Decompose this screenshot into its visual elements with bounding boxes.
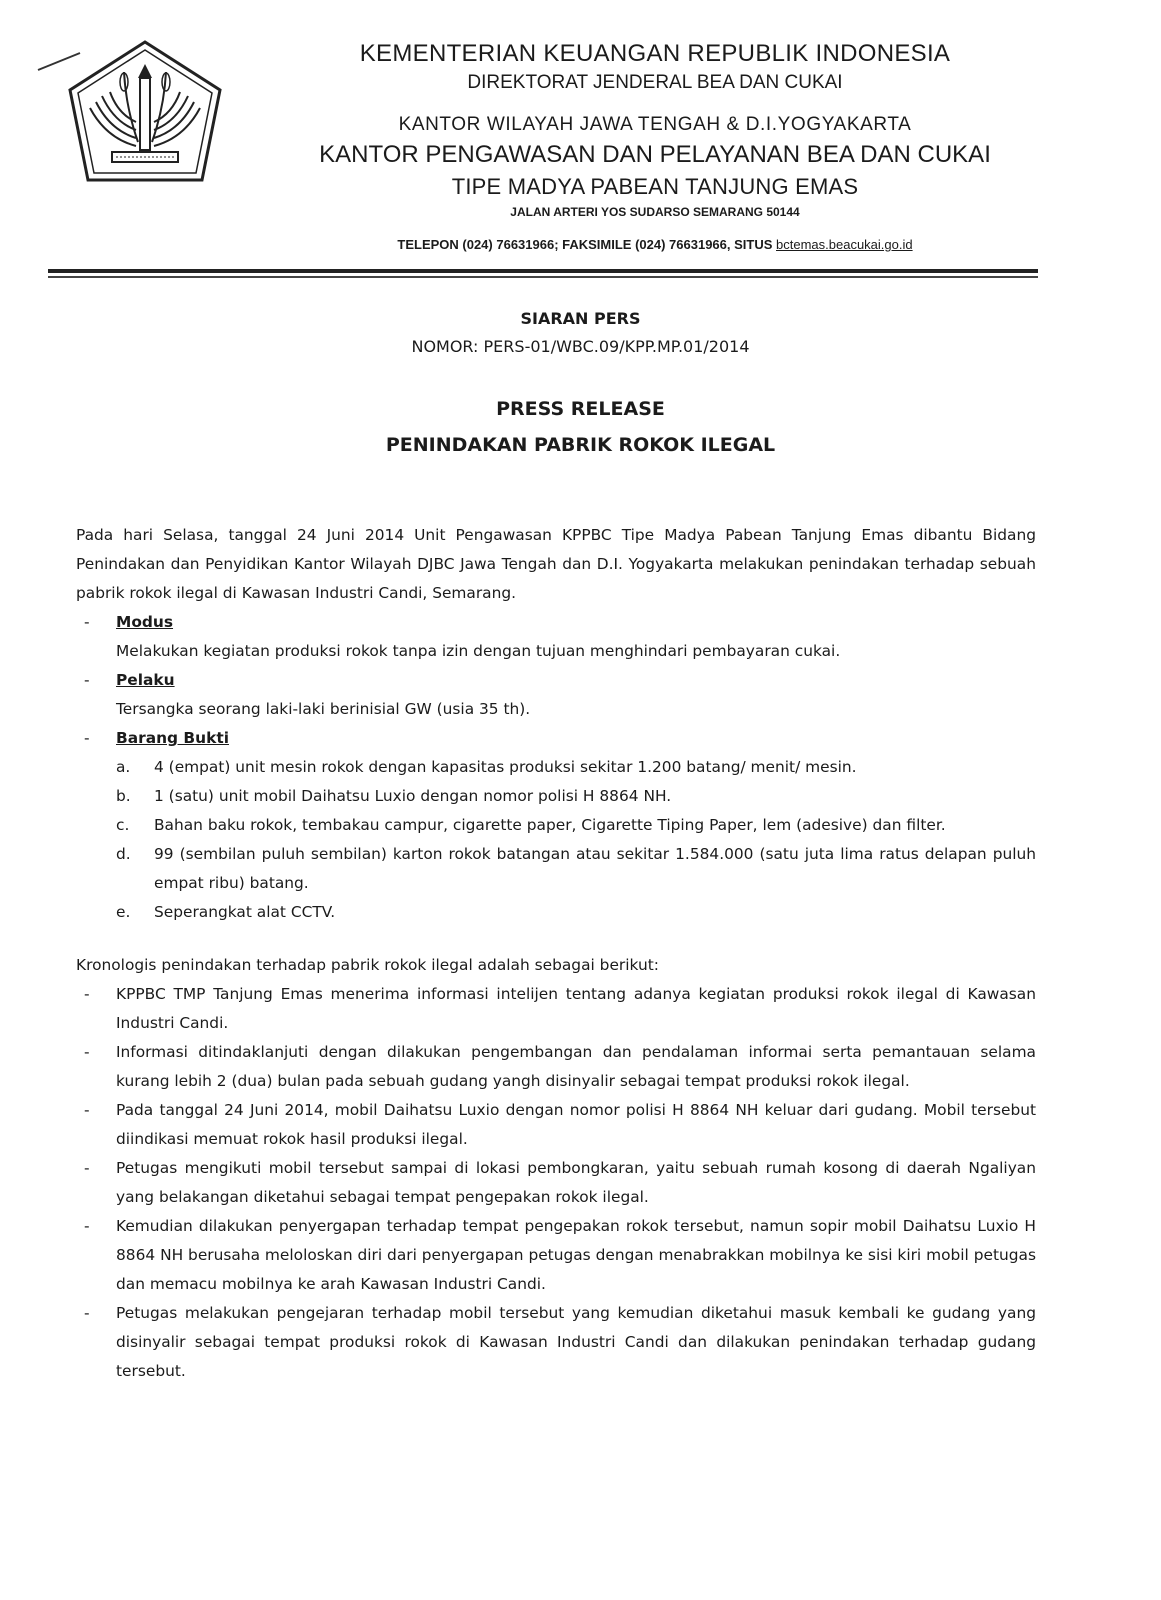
- document-number: NOMOR: PERS-01/WBC.09/KPP.MP.01/2014: [411, 337, 750, 356]
- bullet-dash: -: [84, 1043, 90, 1061]
- list-marker: c.: [116, 816, 130, 834]
- chronology-text: Pada tanggal 24 Juni 2014, mobil Daihatsu Luxio dengan nomor polisi H 8864 NH keluar dari gudang. Mobil tersebut diindikasi memuat rokok hasil produksi ilegal.: [116, 1101, 1036, 1148]
- bullet-dash: -: [84, 1304, 90, 1322]
- ministry-name: KEMENTERIAN KEUANGAN REPUBLIK INDONESIA: [359, 40, 951, 67]
- bullet-dash: -: [84, 1101, 90, 1119]
- section-title: Barang Bukti: [116, 729, 229, 747]
- website-link[interactable]: bctemas.beacukai.go.id: [776, 237, 913, 252]
- bullet-dash: -: [84, 729, 90, 747]
- evidence-text: Seperangkat alat CCTV.: [154, 903, 336, 921]
- evidence-item: [76, 811, 1036, 840]
- chronology-text: Petugas mengikuti mobil tersebut sampai di lokasi pembongkaran, yaitu sebuah rumah kosong di daerah Ngaliyan yang belakangan diketahui sebagai tempat pengepakan rokok ilegal.: [116, 1159, 1036, 1206]
- office-address: JALAN ARTERI YOS SUDARSO SEMARANG 50144: [510, 205, 800, 219]
- evidence-item: [76, 753, 1036, 782]
- chronology-item: [76, 1212, 1036, 1299]
- siaran-pers-heading: SIARAN PERS: [520, 309, 641, 328]
- chronology-item: [76, 1154, 1036, 1212]
- press-release-heading: PRESS RELEASE: [496, 398, 665, 420]
- section-text: Tersangka seorang laki-laki berinisial GW (usia 35 th).: [116, 700, 531, 718]
- evidence-item: [76, 782, 1036, 811]
- letterhead-divider-thin: [48, 276, 1038, 278]
- bullet-dash: -: [84, 613, 90, 631]
- kronologis-intro: Kronologis penindakan terhadap pabrik rokok ilegal adalah sebagai berikut:: [76, 956, 659, 974]
- document-body: [76, 521, 1036, 1386]
- evidence-text: Bahan baku rokok, tembakau campur, cigarette paper, Cigarette Tiping Paper, lem (adesive) dan filter.: [154, 816, 946, 834]
- evidence-item: [76, 898, 1036, 927]
- chronology-text: Informasi ditindaklanjuti dengan dilakukan pengembangan dan pendalaman informai serta pemantauan selama kurang lebih 2 (dua) bulan pada sebuah gudang yangh disinyalir sebagai tempat produksi rokok ilegal.: [116, 1043, 1036, 1090]
- section-modus: [76, 608, 1036, 666]
- chronology-item: [76, 1096, 1036, 1154]
- section-title: Modus: [116, 613, 174, 631]
- letterhead-divider-thick: [48, 269, 1038, 273]
- list-marker: b.: [116, 787, 131, 805]
- office-contact: [250, 237, 1060, 252]
- section-barang-bukti: [76, 724, 1036, 753]
- evidence-item: [76, 840, 1036, 898]
- evidence-text: 4 (empat) unit mesin rokok dengan kapasitas produksi sekitar 1.200 batang/ menit/ mesin.: [154, 758, 857, 776]
- regional-office-name: KANTOR WILAYAH JAWA TENGAH & D.I.YOGYAKARTA: [398, 114, 912, 135]
- chronology-text: Petugas melakukan pengejaran terhadap mobil tersebut yang kemudian diketahui masuk kembali ke gudang yang disinyalir sebagai tempat produksi rokok di Kawasan Industri Candi dan dilakukan penindakan terhadap gudang tersebut.: [116, 1304, 1036, 1380]
- intro-paragraph: Pada hari Selasa, tanggal 24 Juni 2014 Unit Pengawasan KPPBC Tipe Madya Pabean Tanjung Emas dibantu Bidang Penindakan dan Penyidikan Kantor Wilayah DJBC Jawa Tengah dan D.I. Yogyakarta melakukan penindakan terhadap sebuah pabrik rokok ilegal di Kawasan Industri Candi, Semarang.: [76, 526, 1036, 602]
- office-type: TIPE MADYA PABEAN TANJUNG EMAS: [451, 174, 859, 199]
- list-marker: d.: [116, 845, 131, 863]
- bullet-dash: -: [84, 1217, 90, 1235]
- office-name: KANTOR PENGAWASAN DAN PELAYANAN BEA DAN CUKAI: [319, 141, 991, 168]
- chronology-item: [76, 980, 1036, 1038]
- evidence-text: 1 (satu) unit mobil Daihatsu Luxio dengan nomor polisi H 8864 NH.: [154, 787, 672, 805]
- section-title: Pelaku: [116, 671, 175, 689]
- bullet-dash: -: [84, 985, 90, 1003]
- directorate-name: DIREKTORAT JENDERAL BEA DAN CUKAI: [467, 72, 843, 93]
- bullet-dash: -: [84, 1159, 90, 1177]
- evidence-text: 99 (sembilan puluh sembilan) karton rokok batangan atau sekitar 1.584.000 (satu juta lima ratus delapan puluh empat ribu) batang.: [154, 845, 1036, 892]
- chronology-item: [76, 1299, 1036, 1386]
- bullet-dash: -: [84, 671, 90, 689]
- chronology-text: Kemudian dilakukan penyergapan terhadap tempat pengepakan rokok tersebut, namun sopir mobil Daihatsu Luxio H 8864 NH berusaha meloloskan diri dari penyergapan petugas dengan menabrakkan mobilnya ke sisi kiri mobil petugas dan memacu mobilnya ke arah Kawasan Industri Candi.: [116, 1217, 1036, 1293]
- chronology-item: [76, 1038, 1036, 1096]
- contact-text: TELEPON (024) 76631966; FAKSIMILE (024) 76631966, SITUS: [397, 237, 777, 252]
- chronology-text: KPPBC TMP Tanjung Emas menerima informasi intelijen tentang adanya kegiatan produksi rokok ilegal di Kawasan Industri Candi.: [116, 985, 1036, 1032]
- spacer: [76, 927, 1036, 951]
- section-text: Melakukan kegiatan produksi rokok tanpa izin dengan tujuan menghindari pembayaran cukai.: [116, 642, 841, 660]
- section-pelaku: [76, 666, 1036, 724]
- list-marker: a.: [116, 758, 131, 776]
- ministry-emblem-logo: [66, 38, 224, 188]
- list-marker: e.: [116, 903, 131, 921]
- press-release-title: PENINDAKAN PABRIK ROKOK ILEGAL: [385, 434, 776, 456]
